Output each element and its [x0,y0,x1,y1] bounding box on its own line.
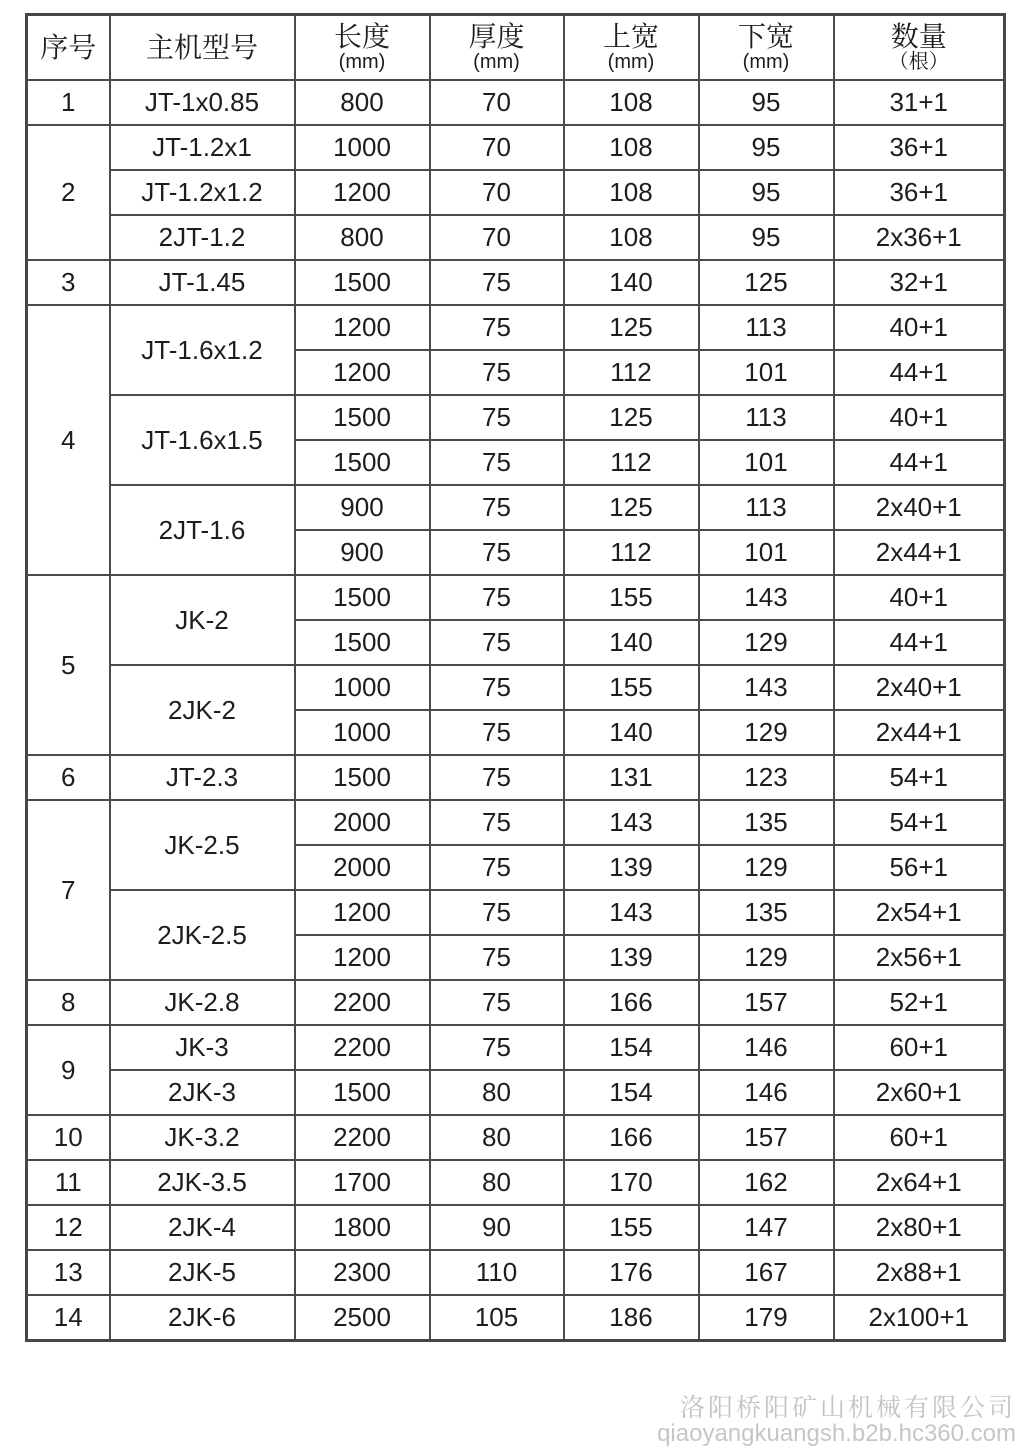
value-cell: 157 [699,980,834,1025]
column-header-1 [110,15,295,81]
value-cell: 75 [430,350,564,395]
value-cell: 146 [699,1070,834,1115]
value-cell: 32+1 [834,260,1005,305]
model-cell: JK-3 [110,1025,295,1070]
model-cell: JK-2.8 [110,980,295,1025]
table-row [27,215,1005,260]
column-header-label: 下宽 [737,20,794,52]
value-cell: 112 [564,440,699,485]
column-header-label: 数量 [890,20,947,52]
value-cell: 75 [430,575,564,620]
value-cell: 129 [699,620,834,665]
value-cell: 155 [564,575,699,620]
value-cell: 131 [564,755,699,800]
table-row [27,1295,1005,1341]
value-cell: 1500 [295,440,430,485]
value-cell: 54+1 [834,755,1005,800]
model-cell: 2JK-4 [110,1205,295,1250]
value-cell: 154 [564,1070,699,1115]
value-cell: 1500 [295,260,430,305]
value-cell: 135 [699,800,834,845]
serial-cell: 5 [27,575,110,755]
value-cell: 95 [699,215,834,260]
value-cell: 1500 [295,1070,430,1115]
value-cell: 110 [430,1250,564,1295]
value-cell: 2300 [295,1250,430,1295]
value-cell: 95 [699,125,834,170]
value-cell: 70 [430,125,564,170]
serial-cell: 11 [27,1160,110,1205]
model-cell: 2JK-3.5 [110,1160,295,1205]
table-row [27,305,1005,350]
value-cell: 140 [564,620,699,665]
value-cell: 44+1 [834,350,1005,395]
value-cell: 75 [430,845,564,890]
model-cell: JT-1.6x1.5 [110,395,295,485]
value-cell: 1200 [295,935,430,980]
table-row [27,1160,1005,1205]
value-cell: 1500 [295,395,430,440]
column-header-unit: (mm) [338,51,386,74]
value-cell: 2x64+1 [834,1160,1005,1205]
value-cell: 75 [430,440,564,485]
value-cell: 1800 [295,1205,430,1250]
column-header-unit: （根） [888,51,949,74]
value-cell: 101 [699,440,834,485]
column-header-6 [834,15,1005,81]
serial-cell: 6 [27,755,110,800]
value-cell: 154 [564,1025,699,1070]
value-cell: 143 [699,575,834,620]
value-cell: 75 [430,755,564,800]
value-cell: 95 [699,170,834,215]
table-row [27,1250,1005,1295]
value-cell: 179 [699,1295,834,1341]
table-row [27,755,1005,800]
company-url: qiaoyangkuangsh.b2b.hc360.com [657,1420,1016,1447]
value-cell: 75 [430,395,564,440]
value-cell: 80 [430,1070,564,1115]
table-row [27,485,1005,530]
value-cell: 2x100+1 [834,1295,1005,1341]
value-cell: 36+1 [834,125,1005,170]
model-cell: 2JT-1.6 [110,485,295,575]
header-row [27,15,1005,81]
table-row [27,125,1005,170]
value-cell: 75 [430,305,564,350]
spec-table [25,13,1006,1342]
table-row [27,1070,1005,1115]
value-cell: 101 [699,530,834,575]
value-cell: 1200 [295,170,430,215]
value-cell: 108 [564,170,699,215]
value-cell: 123 [699,755,834,800]
value-cell: 75 [430,620,564,665]
value-cell: 1200 [295,305,430,350]
table-body [27,80,1005,1341]
serial-cell: 13 [27,1250,110,1295]
value-cell: 1500 [295,620,430,665]
serial-cell: 1 [27,80,110,125]
value-cell: 1200 [295,350,430,395]
value-cell: 75 [430,935,564,980]
model-cell: JT-1.2x1.2 [110,170,295,215]
model-cell: 2JK-2.5 [110,890,295,980]
value-cell: 2x44+1 [834,530,1005,575]
value-cell: 2200 [295,980,430,1025]
value-cell: 90 [430,1205,564,1250]
value-cell: 113 [699,305,834,350]
value-cell: 1200 [295,890,430,935]
value-cell: 125 [564,485,699,530]
value-cell: 75 [430,980,564,1025]
value-cell: 54+1 [834,800,1005,845]
table-row [27,575,1005,620]
value-cell: 36+1 [834,170,1005,215]
value-cell: 125 [699,260,834,305]
column-header-label: 主机型号 [145,31,258,63]
value-cell: 40+1 [834,305,1005,350]
value-cell: 2x40+1 [834,665,1005,710]
model-cell: JT-1x0.85 [110,80,295,125]
value-cell: 2000 [295,845,430,890]
value-cell: 1000 [295,710,430,755]
value-cell: 75 [430,665,564,710]
model-cell: 2JK-6 [110,1295,295,1341]
value-cell: 80 [430,1115,564,1160]
value-cell: 95 [699,80,834,125]
value-cell: 2x60+1 [834,1070,1005,1115]
value-cell: 1500 [295,755,430,800]
model-cell: JT-1.45 [110,260,295,305]
model-cell: JK-3.2 [110,1115,295,1160]
value-cell: 40+1 [834,395,1005,440]
value-cell: 166 [564,1115,699,1160]
value-cell: 75 [430,530,564,575]
value-cell: 60+1 [834,1025,1005,1070]
serial-cell: 8 [27,980,110,1025]
table-row [27,80,1005,125]
value-cell: 143 [699,665,834,710]
value-cell: 75 [430,260,564,305]
value-cell: 75 [430,890,564,935]
model-cell: 2JK-5 [110,1250,295,1295]
value-cell: 147 [699,1205,834,1250]
value-cell: 2x54+1 [834,890,1005,935]
value-cell: 101 [699,350,834,395]
value-cell: 112 [564,530,699,575]
value-cell: 44+1 [834,620,1005,665]
column-header-unit: (mm) [473,51,520,74]
value-cell: 125 [564,395,699,440]
column-header-label: 厚度 [468,20,525,52]
column-header-unit: (mm) [607,51,655,74]
serial-cell: 7 [27,800,110,980]
value-cell: 2x56+1 [834,935,1005,980]
column-header-0 [27,15,110,81]
column-header-4 [564,15,699,81]
value-cell: 108 [564,125,699,170]
value-cell: 162 [699,1160,834,1205]
model-cell: JK-2 [110,575,295,665]
value-cell: 135 [699,890,834,935]
value-cell: 129 [699,710,834,755]
column-header-5 [699,15,834,81]
table-header [27,15,1005,81]
value-cell: 146 [699,1025,834,1070]
value-cell: 105 [430,1295,564,1341]
model-cell: JT-1.2x1 [110,125,295,170]
value-cell: 129 [699,845,834,890]
value-cell: 75 [430,710,564,755]
value-cell: 113 [699,485,834,530]
column-header-unit: (mm) [742,51,790,74]
watermark [657,1396,1016,1446]
table-row [27,260,1005,305]
table-row [27,1025,1005,1070]
table-row [27,1205,1005,1250]
value-cell: 75 [430,485,564,530]
table-row [27,890,1005,935]
value-cell: 44+1 [834,440,1005,485]
table-row [27,665,1005,710]
value-cell: 1500 [295,575,430,620]
value-cell: 2200 [295,1025,430,1070]
value-cell: 31+1 [834,80,1005,125]
value-cell: 70 [430,80,564,125]
value-cell: 125 [564,305,699,350]
value-cell: 60+1 [834,1115,1005,1160]
value-cell: 167 [699,1250,834,1295]
model-cell: 2JK-3 [110,1070,295,1115]
value-cell: 143 [564,890,699,935]
value-cell: 900 [295,530,430,575]
value-cell: 176 [564,1250,699,1295]
value-cell: 80 [430,1160,564,1205]
serial-cell: 4 [27,305,110,575]
table-row [27,170,1005,215]
value-cell: 139 [564,935,699,980]
table-row [27,800,1005,845]
value-cell: 155 [564,1205,699,1250]
value-cell: 129 [699,935,834,980]
value-cell: 157 [699,1115,834,1160]
value-cell: 75 [430,800,564,845]
value-cell: 2x88+1 [834,1250,1005,1295]
value-cell: 139 [564,845,699,890]
value-cell: 2x44+1 [834,710,1005,755]
value-cell: 900 [295,485,430,530]
value-cell: 140 [564,710,699,755]
table-row [27,980,1005,1025]
value-cell: 1000 [295,665,430,710]
value-cell: 800 [295,215,430,260]
value-cell: 52+1 [834,980,1005,1025]
value-cell: 75 [430,1025,564,1070]
value-cell: 40+1 [834,575,1005,620]
value-cell: 70 [430,170,564,215]
value-cell: 2500 [295,1295,430,1341]
column-header-label: 长度 [333,20,390,52]
value-cell: 2x36+1 [834,215,1005,260]
value-cell: 143 [564,800,699,845]
value-cell: 1000 [295,125,430,170]
model-cell: 2JT-1.2 [110,215,295,260]
table-row [27,395,1005,440]
column-header-label: 序号 [40,31,97,63]
serial-cell: 3 [27,260,110,305]
model-cell: JT-1.6x1.2 [110,305,295,395]
company-name: 洛阳桥阳矿山机械有限公司 [679,1394,1016,1422]
value-cell: 155 [564,665,699,710]
value-cell: 2x80+1 [834,1205,1005,1250]
value-cell: 113 [699,395,834,440]
value-cell: 108 [564,80,699,125]
model-cell: JK-2.5 [110,800,295,890]
value-cell: 112 [564,350,699,395]
table-row [27,1115,1005,1160]
value-cell: 140 [564,260,699,305]
serial-cell: 10 [27,1115,110,1160]
value-cell: 186 [564,1295,699,1341]
serial-cell: 14 [27,1295,110,1341]
value-cell: 800 [295,80,430,125]
value-cell: 1700 [295,1160,430,1205]
value-cell: 2000 [295,800,430,845]
serial-cell: 12 [27,1205,110,1250]
value-cell: 108 [564,215,699,260]
value-cell: 56+1 [834,845,1005,890]
value-cell: 70 [430,215,564,260]
value-cell: 166 [564,980,699,1025]
serial-cell: 9 [27,1025,110,1115]
model-cell: 2JK-2 [110,665,295,755]
column-header-label: 上宽 [602,20,659,52]
value-cell: 170 [564,1160,699,1205]
serial-cell: 2 [27,125,110,260]
model-cell: JT-2.3 [110,755,295,800]
value-cell: 2x40+1 [834,485,1005,530]
column-header-2 [295,15,430,81]
column-header-3 [430,15,564,81]
value-cell: 2200 [295,1115,430,1160]
